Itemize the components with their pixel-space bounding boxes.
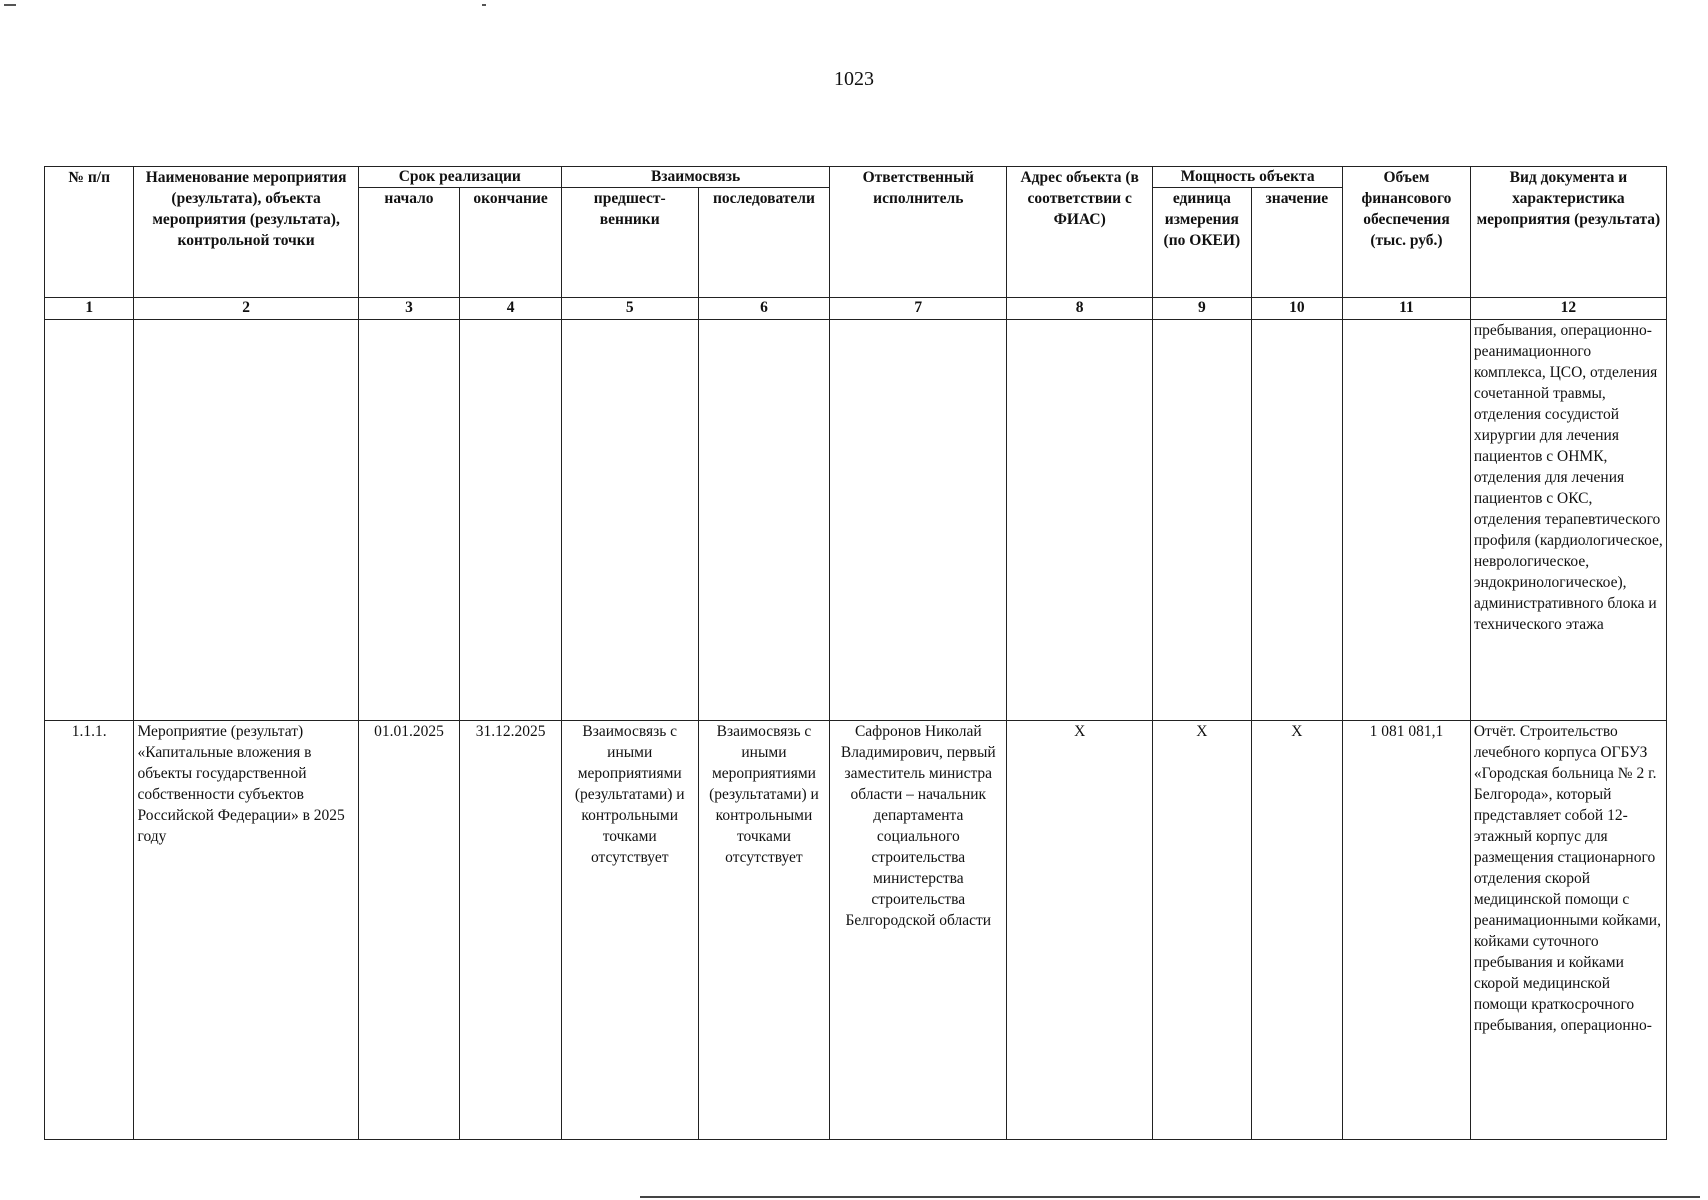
header-capacity: Мощность объекта (1153, 167, 1343, 188)
cell-unit: Х (1153, 721, 1252, 1140)
page-number: 1023 (834, 68, 874, 90)
header-start: начало (358, 188, 460, 298)
cell-start: 01.01.2025 (358, 721, 460, 1140)
cell-end (460, 320, 562, 721)
cell-address: Х (1007, 721, 1153, 1140)
header-executor: Ответственный исполнитель (830, 167, 1007, 298)
column-number: 8 (1007, 298, 1153, 320)
column-number: 3 (358, 298, 460, 320)
column-number: 7 (830, 298, 1007, 320)
column-number: 12 (1470, 298, 1666, 320)
cell-executor (830, 320, 1007, 721)
cell-num: 1.1.1. (45, 721, 134, 1140)
header-successors: последователи (698, 188, 830, 298)
header-end: окончание (460, 188, 562, 298)
column-number: 5 (561, 298, 698, 320)
cell-num (45, 320, 134, 721)
column-number-row (45, 298, 1667, 320)
header-address: Адрес объекта (в соответствии с ФИАС) (1007, 167, 1153, 298)
scan-mark (482, 4, 486, 6)
cell-predecessors: Взаимосвязь с иными мероприятиями (результатами) и контрольными точками отсутствует (561, 721, 698, 1140)
header-relation: Взаимосвязь (561, 167, 829, 188)
scan-mark (4, 4, 16, 6)
column-number: 6 (698, 298, 830, 320)
cell-successors: Взаимосвязь с иными мероприятиями (результатами) и контрольными точками отсутствует (698, 721, 830, 1140)
table-row (45, 320, 1667, 721)
cell-name (134, 320, 358, 721)
column-number: 2 (134, 298, 358, 320)
scan-edge-line (640, 1196, 1700, 1198)
cell-address (1007, 320, 1153, 721)
header-unit: единица измерения (по ОКЕИ) (1153, 188, 1252, 298)
cell-doc: Отчёт. Строительство лечебного корпуса ОГБУЗ «Городская больница № 2 г. Белгорода», который представляет собой 12-этажный корпус для размещения стационарного отделения скорой медицинской помощи с реанимационными койками, койками суточного пребывания и койками скорой медицинской помощи краткосрочного пребывания, операционно- (1470, 721, 1666, 1140)
header-finance: Объем финансового обеспечения (тыс. руб.) (1343, 167, 1471, 298)
header-row-top (45, 167, 1667, 188)
column-number: 11 (1343, 298, 1471, 320)
header-predecessors: предшест-венники (561, 188, 698, 298)
header-value: значение (1251, 188, 1343, 298)
column-number: 9 (1153, 298, 1252, 320)
activities-table (44, 166, 1667, 1140)
cell-unit (1153, 320, 1252, 721)
column-number: 10 (1251, 298, 1343, 320)
cell-end: 31.12.2025 (460, 721, 562, 1140)
cell-executor: Сафронов Николай Владимирович, первый заместитель министра области – начальник департамента социального строительства министерства строительства Белгородской области (830, 721, 1007, 1140)
header-name: Наименование мероприятия (результата), объекта мероприятия (результата), контрольной точки (134, 167, 358, 298)
header-num: № п/п (45, 167, 134, 298)
cell-doc: пребывания, операционно-реанимационного комплекса, ЦСО, отделения сочетанной травмы, отделения сосудистой хирургии для лечения пациентов с ОНМК, отделения для лечения пациентов с ОКС, отделения терапевтического профиля (кардиологическое, неврологическое, эндокринологическое), административного блока и технического этажа (1470, 320, 1666, 721)
cell-successors (698, 320, 830, 721)
cell-finance (1343, 320, 1471, 721)
column-number: 4 (460, 298, 562, 320)
column-number: 1 (45, 298, 134, 320)
header-doc: Вид документа и характеристика мероприятия (результата) (1470, 167, 1666, 298)
table-row (45, 721, 1667, 1140)
cell-value: Х (1251, 721, 1343, 1140)
cell-finance: 1 081 081,1 (1343, 721, 1471, 1140)
cell-predecessors (561, 320, 698, 721)
cell-name: Мероприятие (результат) «Капитальные вложения в объекты государственной собственности субъектов Российской Федерации» в 2025 году (134, 721, 358, 1140)
header-period: Срок реализации (358, 167, 561, 188)
cell-value (1251, 320, 1343, 721)
cell-start (358, 320, 460, 721)
